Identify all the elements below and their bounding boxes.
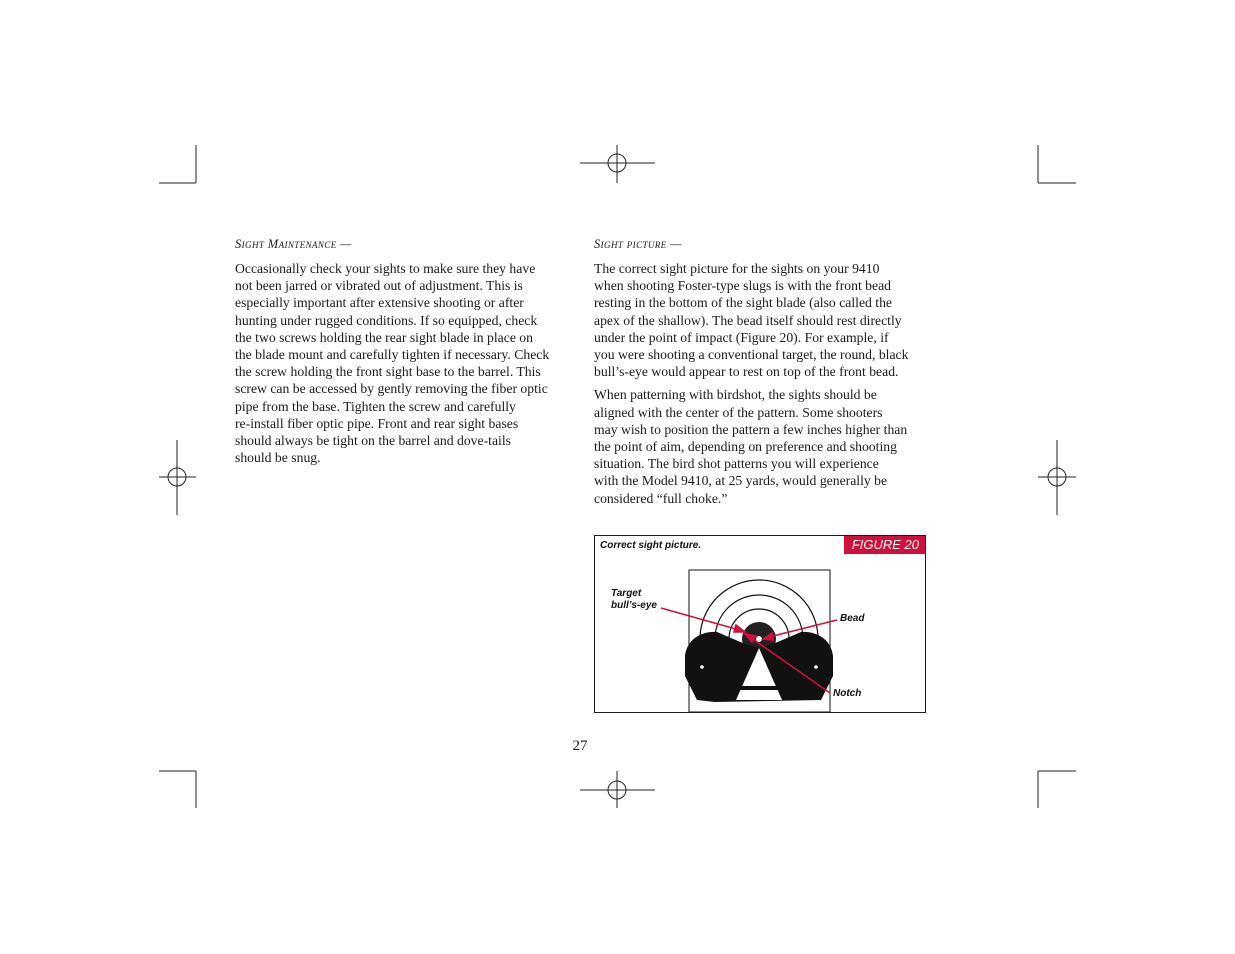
sight-picture-illustration	[595, 536, 925, 712]
text-line: considered “full choke.”	[594, 490, 728, 506]
text-line: The correct sight picture for the sights on your 9410	[594, 261, 880, 276]
text-line: bull’s-eye would appear to rest on top of the front bead.	[594, 364, 899, 380]
figure-caption: Correct sight picture.	[600, 540, 702, 551]
callout-target-line2: bull’s-eye	[611, 600, 657, 611]
left-screw	[700, 665, 704, 669]
text-line: Occasionally check your sights to make sure they have	[235, 261, 536, 276]
text-line: pipe from the base. Tighten the screw and carefully	[235, 398, 516, 414]
text-line: with the Model 9410, at 25 yards, would generally be	[594, 473, 888, 489]
callout-target-line1: Target	[611, 588, 642, 599]
sight-maintenance-paragraph	[235, 260, 565, 466]
text-line: apex of the shallow). The bead itself should rest directly	[594, 312, 902, 328]
text-line: situation. The bird shot patterns you will experience	[594, 456, 879, 472]
figure-20-sight-picture	[594, 535, 926, 713]
text-line: When patterning with birdshot, the sights should be	[594, 387, 877, 403]
text-line: hunting under rugged conditions. If so equipped, check	[235, 312, 538, 328]
text-line: re-install fiber optic pipe. Front and rear sight bases	[235, 415, 519, 431]
sight-maintenance-section	[235, 236, 565, 472]
figure-label: FIGURE 20	[844, 536, 925, 554]
text-line: the point of aim, depending on preference and shooting	[594, 439, 897, 455]
text-line: under the point of impact (Figure 20). For example, if	[594, 329, 889, 345]
callout-notch: Notch	[833, 688, 862, 699]
text-line: screw can be accessed by gently removing the fiber optic	[235, 381, 548, 397]
text-line: should always be tight on the barrel and dove-tails	[235, 433, 511, 449]
text-line: not been jarred or vibrated out of adjustment. This is	[235, 278, 523, 294]
text-line: especially important after extensive shooting or after	[235, 295, 524, 311]
callout-bead: Bead	[840, 613, 865, 624]
sight-picture-section	[594, 236, 926, 513]
text-line: the two screws holding the rear sight blade in place on	[235, 329, 533, 345]
sight-picture-paragraph-2	[594, 386, 926, 506]
sight-maintenance-heading: Sight Maintenance —	[235, 237, 352, 251]
text-line: the blade mount and carefully tighten if necessary. Check	[235, 347, 550, 363]
text-line: may wish to position the pattern a few inches higher than	[594, 421, 908, 437]
sight-picture-heading: Sight picture —	[594, 237, 682, 251]
text-line: should be snug.	[235, 450, 321, 466]
page-number: 27	[572, 738, 588, 754]
text-line: when shooting Foster-type slugs is with the front bead	[594, 278, 892, 294]
callout-target	[611, 588, 657, 612]
right-screw	[814, 665, 818, 669]
text-line: you were shooting a conventional target, the round, black	[594, 347, 909, 363]
text-line: the screw holding the front sight base to the barrel. This	[235, 364, 541, 380]
text-line: resting in the bottom of the sight blade (also called the	[594, 295, 893, 311]
text-line: aligned with the center of the pattern. Some shooters	[594, 404, 883, 420]
sight-picture-paragraph-1	[594, 260, 926, 380]
